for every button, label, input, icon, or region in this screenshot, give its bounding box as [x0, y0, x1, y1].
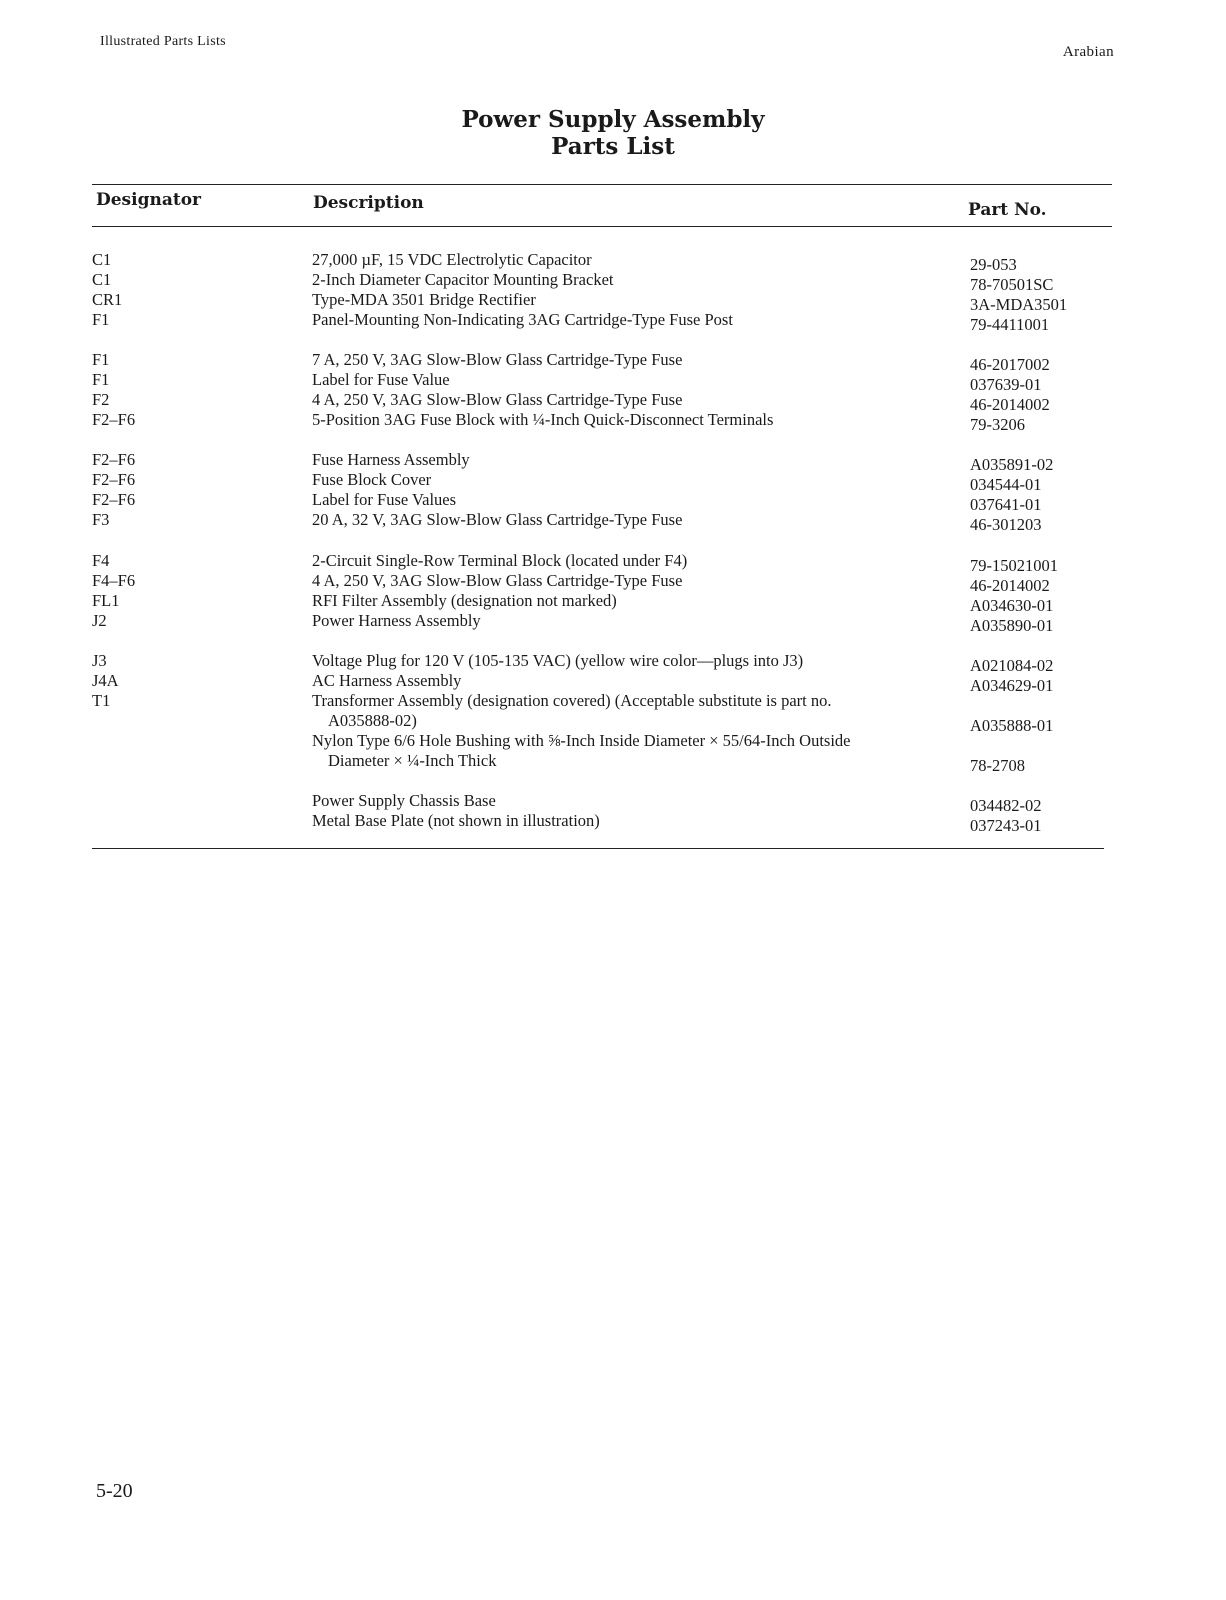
header-rule: [92, 226, 1112, 227]
description-cell: AC Harness Assembly: [312, 671, 462, 690]
title-line-2: Parts List: [551, 133, 675, 160]
table-row: [0, 490, 1226, 514]
description-cell: Fuse Harness Assembly: [312, 450, 470, 469]
description-cell: [312, 691, 922, 731]
table-row: [0, 811, 1226, 835]
table-row: [0, 450, 1226, 474]
description-cell: 5-Position 3AG Fuse Block with ¼-Inch Quick-Disconnect Terminals: [312, 410, 774, 429]
part-number-cell: 3A-MDA3501: [970, 295, 1068, 314]
description-cell: Metal Base Plate (not shown in illustration): [312, 811, 600, 830]
designator-cell: F2–F6: [92, 470, 136, 489]
parts-group-4: [0, 551, 1226, 635]
table-row: [0, 791, 1226, 815]
page-number: 5-20: [96, 1480, 133, 1502]
table-row: [0, 470, 1226, 494]
part-number-cell: 79-4411001: [970, 315, 1050, 334]
parts-group-5: [0, 651, 1226, 775]
part-number-cell: 29-053: [970, 255, 1017, 274]
table-row: [0, 270, 1226, 294]
table-row: [0, 310, 1226, 334]
table-row: [0, 611, 1226, 635]
part-number-cell: A034629-01: [970, 676, 1054, 695]
table-row: [0, 370, 1226, 394]
parts-group-2: [0, 350, 1226, 434]
table-row: [0, 591, 1226, 615]
description-cell: 2-Circuit Single-Row Terminal Block (located under F4): [312, 551, 688, 570]
table-row: [0, 671, 1226, 695]
parts-group-1: [0, 250, 1226, 334]
designator-cell: F1: [92, 310, 110, 329]
running-header-right: Arabian: [1062, 44, 1114, 60]
designator-cell: J4A: [92, 671, 119, 690]
designator-cell: F2: [92, 390, 110, 409]
designator-cell: F2–F6: [92, 490, 136, 509]
designator-cell: CR1: [92, 290, 123, 309]
table-row: [0, 571, 1226, 595]
designator-cell: F2–F6: [92, 450, 136, 469]
part-number-cell: 79-3206: [970, 415, 1025, 434]
part-number-cell: A034630-01: [970, 596, 1054, 615]
column-header-description: Description: [313, 193, 424, 213]
description-text: Nylon Type 6/6 Hole Bushing with ⅝-Inch Inside Diameter × 55/64-Inch Outside: [312, 731, 851, 750]
description-continuation: A035888-02): [328, 711, 417, 730]
part-number-cell: 78-70501SC: [970, 275, 1054, 294]
page-title: [0, 106, 1226, 160]
designator-cell: F2–F6: [92, 410, 136, 429]
part-number-cell: 037639-01: [970, 375, 1042, 394]
description-text: Transformer Assembly (designation covered) (Acceptable substitute is part no.: [312, 691, 832, 710]
table-row: [0, 551, 1226, 575]
description-cell: Panel-Mounting Non-Indicating 3AG Cartridge-Type Fuse Post: [312, 310, 733, 329]
description-cell: Label for Fuse Value: [312, 370, 450, 389]
description-cell: Voltage Plug for 120 V (105-135 VAC) (yellow wire color—plugs into J3): [312, 651, 804, 670]
top-rule: [92, 184, 1112, 185]
column-header-part-no: Part No.: [968, 200, 1047, 220]
running-header-left: Illustrated Parts Lists: [100, 34, 226, 49]
bottom-rule: [92, 848, 1104, 849]
description-cell: 27,000 µF, 15 VDC Electrolytic Capacitor: [312, 250, 592, 269]
part-number-cell: 46-301203: [970, 515, 1042, 534]
parts-group-3: [0, 450, 1226, 534]
part-number-cell: A035891-02: [970, 455, 1054, 474]
description-cell: 4 A, 250 V, 3AG Slow-Blow Glass Cartridge-Type Fuse: [312, 571, 683, 590]
designator-cell: F3: [92, 510, 110, 529]
description-cell: Fuse Block Cover: [312, 470, 432, 489]
part-number-cell: 46-2014002: [970, 576, 1050, 595]
designator-cell: C1: [92, 270, 112, 289]
designator-cell: F1: [92, 370, 110, 389]
part-number-cell: 037243-01: [970, 816, 1042, 835]
designator-cell: F4: [92, 551, 110, 570]
description-cell: Label for Fuse Values: [312, 490, 457, 509]
designator-cell: C1: [92, 250, 112, 269]
table-row: [0, 350, 1226, 374]
part-number-cell: 034544-01: [970, 475, 1042, 494]
description-continuation: Diameter × ¼-Inch Thick: [328, 751, 497, 770]
designator-cell: F4–F6: [92, 571, 136, 590]
part-number-cell: 46-2017002: [970, 355, 1050, 374]
table-row: [0, 290, 1226, 314]
description-cell: 20 A, 32 V, 3AG Slow-Blow Glass Cartridge-Type Fuse: [312, 510, 683, 529]
description-cell: Power Supply Chassis Base: [312, 791, 496, 810]
designator-cell: J2: [92, 611, 107, 630]
column-header-designator: Designator: [96, 190, 201, 210]
description-cell: 4 A, 250 V, 3AG Slow-Blow Glass Cartridge-Type Fuse: [312, 390, 683, 409]
description-cell: Power Harness Assembly: [312, 611, 481, 630]
table-row: [0, 250, 1226, 274]
description-cell: [312, 731, 922, 771]
designator-cell: J3: [92, 651, 107, 670]
table-row: [0, 731, 1226, 775]
table-row: [0, 691, 1226, 735]
part-number-cell: A035890-01: [970, 616, 1054, 635]
designator-cell: FL1: [92, 591, 120, 610]
part-number-cell: 034482-02: [970, 796, 1042, 815]
title-line-1: Power Supply Assembly: [461, 106, 765, 133]
description-cell: 2-Inch Diameter Capacitor Mounting Bracket: [312, 270, 614, 289]
part-number-cell: 79-15021001: [970, 556, 1058, 575]
table-row: [0, 651, 1226, 675]
part-number-cell: 78-2708: [970, 756, 1025, 775]
designator-cell: T1: [92, 691, 111, 710]
description-cell: RFI Filter Assembly (designation not marked): [312, 591, 617, 610]
table-row: [0, 390, 1226, 414]
parts-group-6: [0, 791, 1226, 835]
table-row: [0, 410, 1226, 434]
description-cell: Type-MDA 3501 Bridge Rectifier: [312, 290, 536, 309]
part-number-cell: 037641-01: [970, 495, 1042, 514]
description-cell: 7 A, 250 V, 3AG Slow-Blow Glass Cartridge-Type Fuse: [312, 350, 683, 369]
table-row: [0, 510, 1226, 534]
part-number-cell: A035888-01: [970, 716, 1054, 735]
designator-cell: F1: [92, 350, 110, 369]
part-number-cell: 46-2014002: [970, 395, 1050, 414]
part-number-cell: A021084-02: [970, 656, 1054, 675]
